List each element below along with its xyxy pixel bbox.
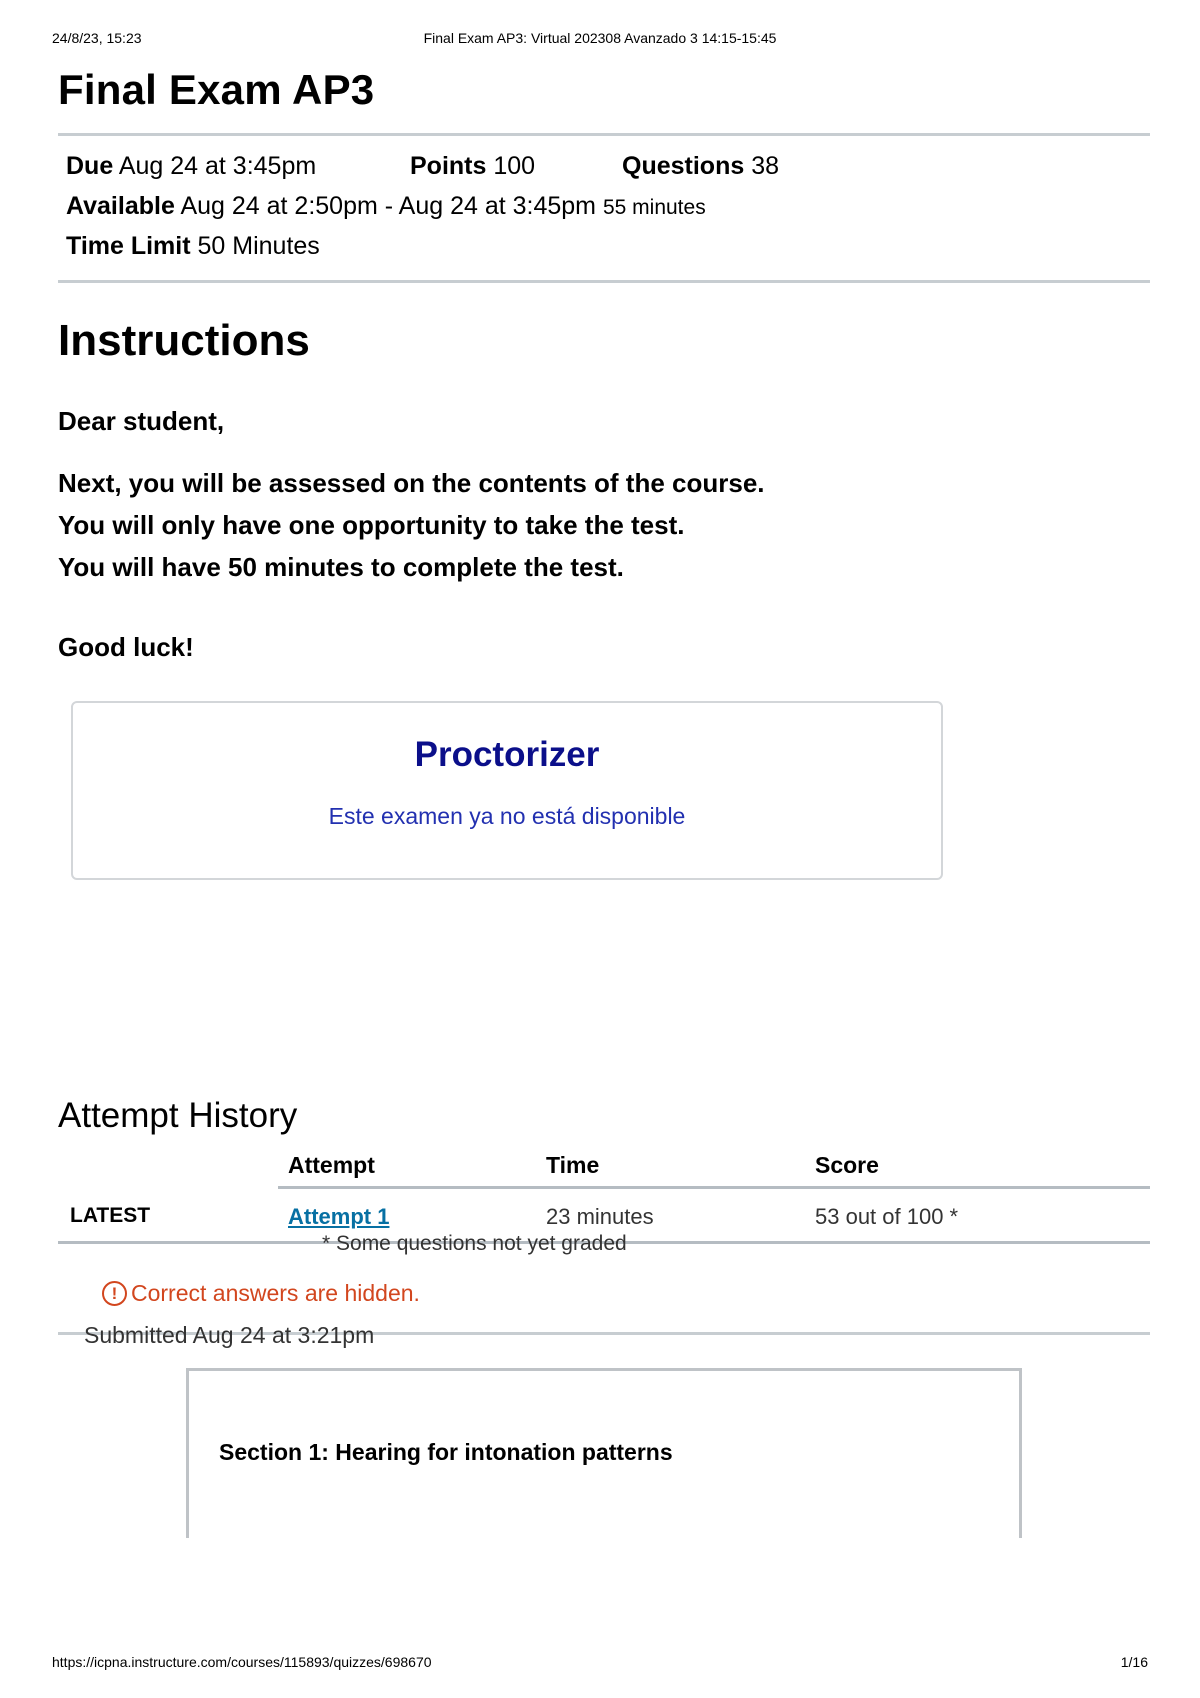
grading-footnote: * Some questions not yet graded <box>322 1232 627 1255</box>
column-header-score: Score <box>815 1152 879 1178</box>
questions-label: Questions <box>622 152 745 180</box>
time-limit-info <box>66 232 320 261</box>
availability-info <box>66 192 706 221</box>
column-header-time: Time <box>546 1152 600 1178</box>
due-value: Aug 24 at 3:45pm <box>118 152 317 180</box>
latest-badge: LATEST <box>70 1204 151 1227</box>
divider <box>58 280 1150 283</box>
time-limit-label: Time Limit <box>66 232 191 260</box>
attempt-history-heading: Attempt History <box>58 1096 298 1135</box>
alert-text: Correct answers are hidden. <box>131 1280 420 1306</box>
instructions-heading: Instructions <box>58 316 310 365</box>
instructions-greeting: Dear student, <box>58 406 225 436</box>
instructions-closing: Good luck! <box>58 632 194 662</box>
available-value: Aug 24 at 2:50pm - Aug 24 at 3:45pm <box>180 192 597 220</box>
print-date: 24/8/23, 15:23 <box>52 30 142 46</box>
divider <box>58 133 1150 136</box>
warning-circle-icon: ! <box>102 1281 127 1306</box>
points-value: 100 <box>493 152 536 180</box>
page-number: 1/16 <box>1120 1654 1148 1670</box>
section-title: Section 1: Hearing for intonation patterns <box>219 1439 673 1465</box>
instructions-line: You will only have one opportunity to take the test. <box>58 510 685 540</box>
instructions-line: Next, you will be assessed on the contents of the course. <box>58 468 765 498</box>
due-label: Due <box>66 152 114 180</box>
proctorizer-panel <box>71 701 943 880</box>
time-limit-value: 50 Minutes <box>197 232 320 260</box>
questions-value: 38 <box>751 152 780 180</box>
points-label: Points <box>410 152 487 180</box>
available-duration: 55 minutes <box>602 196 706 219</box>
column-header-attempt: Attempt <box>288 1152 375 1178</box>
attempt-1-link[interactable]: Attempt 1 <box>288 1204 390 1229</box>
print-document-title: Final Exam AP3: Virtual 202308 Avanzado 3 14:15-15:45 <box>423 30 777 46</box>
print-footer <box>0 1654 1200 1674</box>
submitted-timestamp: Submitted Aug 24 at 3:21pm <box>84 1322 375 1348</box>
available-label: Available <box>66 192 175 220</box>
question-section-panel <box>186 1368 1022 1538</box>
correct-answers-hidden-alert <box>102 1280 420 1307</box>
print-header <box>0 30 1200 50</box>
page-title: Final Exam AP3 <box>58 66 375 113</box>
due-info <box>66 152 316 181</box>
instructions-line: You will have 50 minutes to complete the test. <box>58 552 624 582</box>
attempt-time: 23 minutes <box>546 1204 654 1229</box>
attempt-score: 53 out of 100 * <box>815 1204 959 1229</box>
proctorizer-message: Este examen ya no está disponible <box>328 803 686 829</box>
points-info <box>410 152 535 181</box>
questions-info <box>622 152 779 181</box>
table-header-divider <box>278 1186 1150 1189</box>
proctorizer-title: Proctorizer <box>414 735 600 774</box>
print-url: https://icpna.instructure.com/courses/115893/quizzes/698670 <box>52 1654 432 1670</box>
